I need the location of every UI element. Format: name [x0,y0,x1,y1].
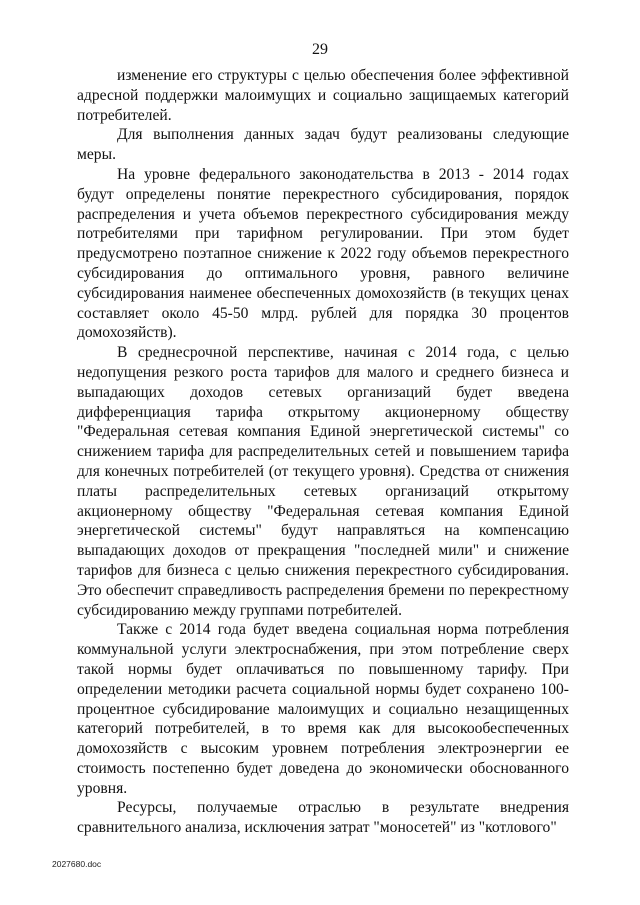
document-body [77,66,569,838]
paragraph-social-norm: Также с 2014 года будет введена социальная норма потребления коммунальной услуги электроснабжения, при этом потребление сверх такой нормы будет оплачиваться по повышенному тарифу. При определении методики расчета социальной нормы будет сохранено 100-процентное субсидирование малоимущих и социально незащищенных категорий потребителей, в то время как для высокообеспеченных домохозяйств с высоким уровнем потребления электроэнергии ее стоимость постепенно будет доведена до экономически обоснованного уровня. [77,621,569,797]
paragraph-measures-intro: Для выполнения данных задач будут реализованы следующие меры. [77,126,569,164]
paragraph-medium-term: В среднесрочной перспективе, начиная с 2014 года, с целью недопущения резкого роста тарифов для малого и среднего бизнеса и выпадающих доходов сетевых организаций будет введена дифференциация тарифа открытому акционерному обществу "Федеральная сетевая компания Единой энергетической системы" со снижением тарифа для распределительных сетей и повышением тарифа для конечных потребителей (от текущего уровня). Средства от снижения платы распределительных сетевых организаций открытому акционерному обществу "Федеральная сетевая компания Единой энергетической системы" будут направляться на компенсацию выпадающих доходов от прекращения "последней мили" и снижение тарифов для бизнеса с целью снижения перекрестного субсидирования. Это обеспечит справедливость распределения бремени по перекрестному субсидированию между группами потребителей. [77,344,569,619]
footer-filename: 2027680.doc [52,859,102,869]
paragraph-resources: Ресурсы, получаемые отраслью в результате внедрения сравнительного анализа, исключения затрат "моносетей" из "котлового" [77,799,569,837]
paragraph-federal-legislation: На уровне федерального законодательства в 2013 - 2014 годах будут определены понятие перекрестного субсидирования, порядок распределения и учета объемов перекрестного субсидирования между потребителями при тарифном регулировании. При этом будет предусмотрено поэтапное снижение к 2022 году объемов перекрестного субсидирования до оптимального уровня, равного величине субсидирования наименее обеспеченных домохозяйств (в текущих ценах составляет около 45-50 млрд. рублей для порядка 30 процентов домохозяйств). [77,165,569,342]
paragraph-continuation: изменение его структуры с целью обеспечения более эффективной адресной поддержки малоимущих и социально защищаемых категорий потребителей. [77,67,569,124]
page-number: 29 [312,41,328,58]
